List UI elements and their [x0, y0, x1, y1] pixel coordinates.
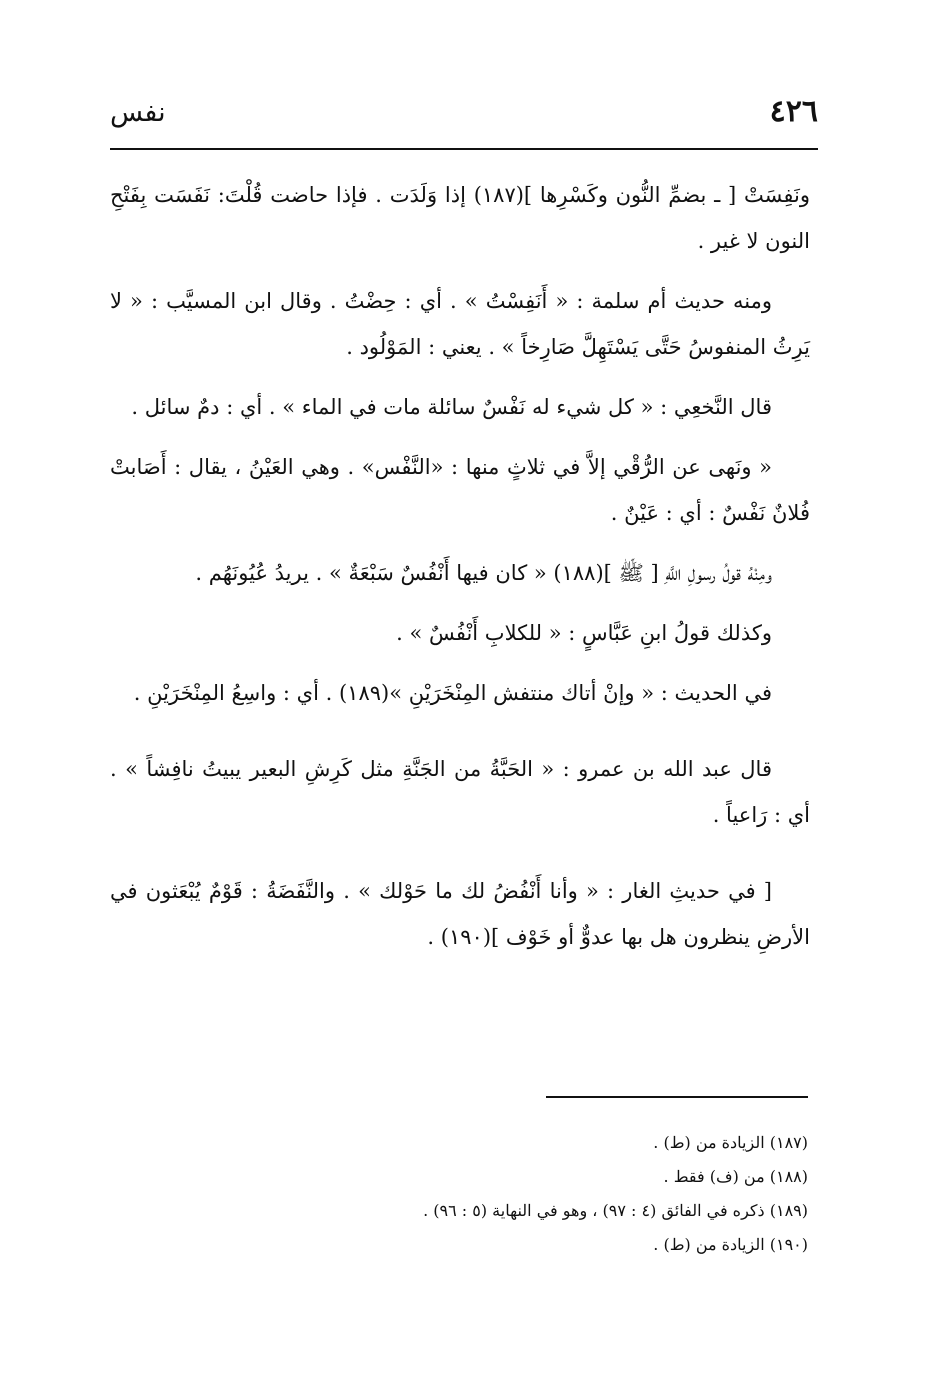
paragraph: ونَفِسَتْ [ ـ بضمِّ النُّون وكَسْرِها ](١٨٧) إذا وَلَدَت . فإذا حاضت قُلْتَ: نَفَسَت بِفَتْحِ النون لا غير .: [110, 183, 810, 253]
main-text: [110, 172, 810, 974]
paragraph: في الحديث : « وإنْ أتاك منتفش المِنْخَرَيْنِ »(١٨٩) . أي : واسِعُ المِنْخَرَيْنِ .: [133, 681, 772, 705]
paragraph: ومنه حديث أم سلمة : « أَنَفِسْتُ » . أي : حِضْتُ . وقال ابن المسيَّب : « لا يَرِثُ المنفوسُ حَتَّى يَسْتَهِلَّ صَارِخاً » . يعني : المَوْلُود .: [110, 289, 810, 359]
paragraph: وكذلك قولُ ابنِ عَبَّاسٍ : « للكلابِ أَنْفُسٌ » .: [396, 621, 772, 645]
footnote: (١٨٨) من (ف) فقط .: [663, 1167, 808, 1186]
footnote: (١٨٧) الزيادة من (ط) .: [653, 1133, 808, 1152]
header-divider: [110, 148, 818, 150]
paragraph: ومِنْهُ قولُ رسولِ اللَّهِ [ ﷺ ](١٨٨) « كان فيها أَنْفُسٌ سَبْعَةٌ » . يريدُ عُيُونَهُم .: [195, 561, 772, 585]
footnote-divider: [546, 1096, 808, 1098]
footnote: (١٨٩) ذكره في الفائق (٤ : ٩٧) ، وهو في النهاية (٥ : ٩٦) .: [423, 1201, 808, 1220]
page-header: [110, 92, 818, 136]
paragraph: [ في حديثِ الغار : « وأنا أَنْفُضُ لك ما حَوْلك » . والنَّفَضَةُ : قَوْمٌ يُبْعَثون في الأرضِ ينظرون هل بها عدوٌّ أو خَوْف ](١٩٠) .: [110, 879, 810, 949]
paragraph: « ونَهى عن الرُّقْي إلاَّ في ثلاثٍ منها : «النَّفْس» . وهي العَيْنُ ، يقال : أَصَابتْ فُلانٌ نَفْسٌ : أي : عَيْنٌ .: [110, 455, 810, 525]
footnotes: [300, 1126, 808, 1262]
paragraph: قال النَّخعِي : « كل شيء له نَفْسٌ سائلة مات في الماء » . أي : دمٌ سائل .: [131, 395, 772, 419]
footnote: (١٩٠) الزيادة من (ط) .: [653, 1235, 808, 1254]
running-title: نفس: [110, 97, 166, 128]
page-number: ٤٢٦: [769, 94, 818, 129]
paragraph: قال عبد الله بن عمرو : « الحَبَّةُ من الجَنَّةِ مثل كَرِشِ البعير يبيتُ نافِشاً » . أي : رَاعياً .: [110, 757, 810, 827]
